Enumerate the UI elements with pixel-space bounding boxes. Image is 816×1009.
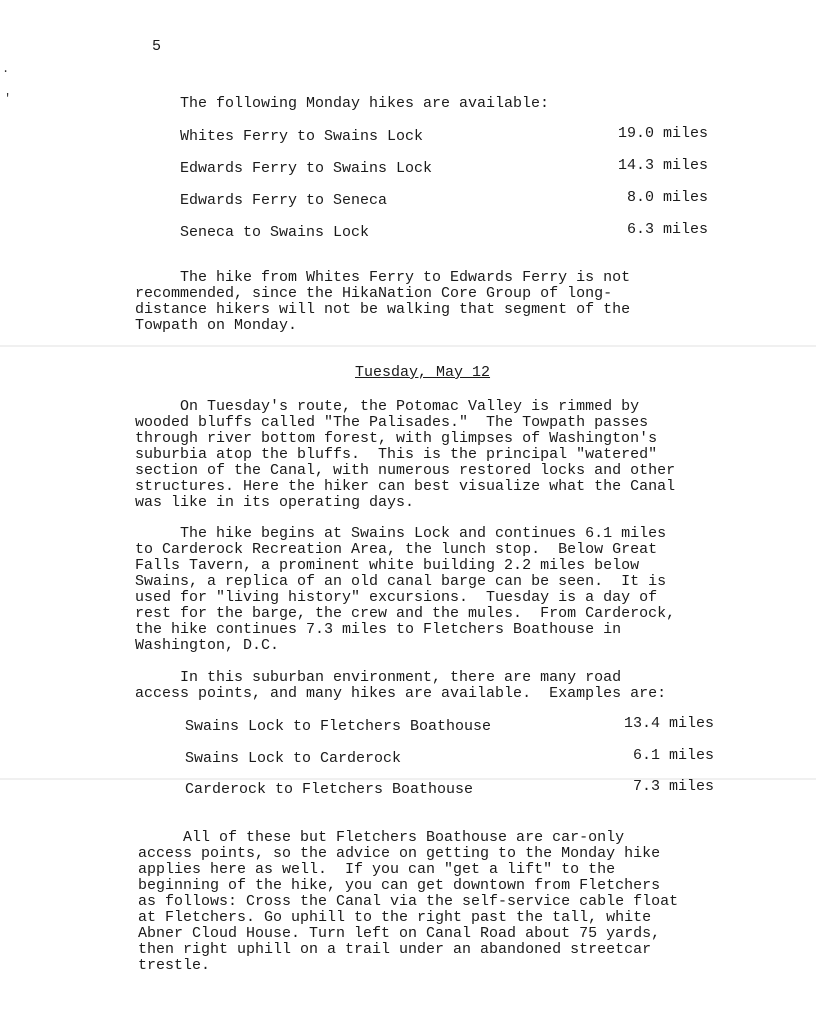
page-number: 5 <box>152 38 162 55</box>
hike-distance: 19.0 miles <box>617 125 708 142</box>
hike-distance: 7.3 miles <box>632 778 714 795</box>
margin-mark: ' <box>4 92 12 106</box>
hike-route: Edwards Ferry to Swains Lock <box>180 160 433 177</box>
hike-begins-paragraph: The hike begins at Swains Lock and continues 6.1 miles to Carderock Recreation Area, the lunch stop. Below Great Falls Tavern, a prominent white building 2.2 miles below Swains, a replica of an old canal barge can be seen. It is used for "living history" excursions. Tuesday is a day of rest for the barge, the crew and the mules. From Carderock, the hike continues 7.3 miles to Fletchers Boathouse in Washington, D.C. <box>135 525 676 654</box>
hike-route: Whites Ferry to Swains Lock <box>180 128 424 145</box>
tuesday-heading: Tuesday, May 12 <box>355 364 491 381</box>
tuesday-route-paragraph: On Tuesday's route, the Potomac Valley is rimmed by wooded bluffs called "The Palisades." The Towpath passes through river bottom forest, with glimpses of Washington's suburbia atop the bluffs. This is the principal "watered" section of the Canal, with numerous restored locks and other structures. Here the hiker can best visualize what the Canal was like in its operating days. <box>135 398 676 511</box>
hike-distance: 6.3 miles <box>626 221 708 238</box>
hike-distance: 8.0 miles <box>626 189 708 206</box>
hike-route: Swains Lock to Fletchers Boathouse <box>185 718 492 735</box>
hike-distance: 13.4 miles <box>623 715 714 732</box>
hike-distance: 14.3 miles <box>617 157 708 174</box>
hike-route: Edwards Ferry to Seneca <box>180 192 388 209</box>
hike-route: Carderock to Fletchers Boathouse <box>185 781 474 798</box>
not-recommended-paragraph: The hike from Whites Ferry to Edwards Ferry is not recommended, since the HikaNation Core Group of long- distance hikers will not be walking that segment of the Towpath on Monday. <box>135 269 631 334</box>
hike-route: Seneca to Swains Lock <box>180 224 370 241</box>
monday-intro: The following Monday hikes are available: <box>180 95 550 112</box>
margin-mark: . <box>2 62 10 76</box>
car-only-paragraph: All of these but Fletchers Boathouse are car-only access points, so the advice on getting to the Monday hike applies here as well. If you can "get a lift" to the beginning of the hike, you can get downtown from Fletchers as follows: Cross the Canal via the self-service cable float at Fletchers. Go uphill to the right past the tall, white Abner Cloud House. Turn left on Canal Road about 75 yards, then right uphill on a trail under an abandoned streetcar trestle. <box>138 829 679 974</box>
hike-distance: 6.1 miles <box>632 747 714 764</box>
suburban-paragraph: In this suburban environment, there are many road access points, and many hikes are available. Examples are: <box>135 669 667 702</box>
paper-fold-line <box>0 345 816 347</box>
hike-route: Swains Lock to Carderock <box>185 750 402 767</box>
